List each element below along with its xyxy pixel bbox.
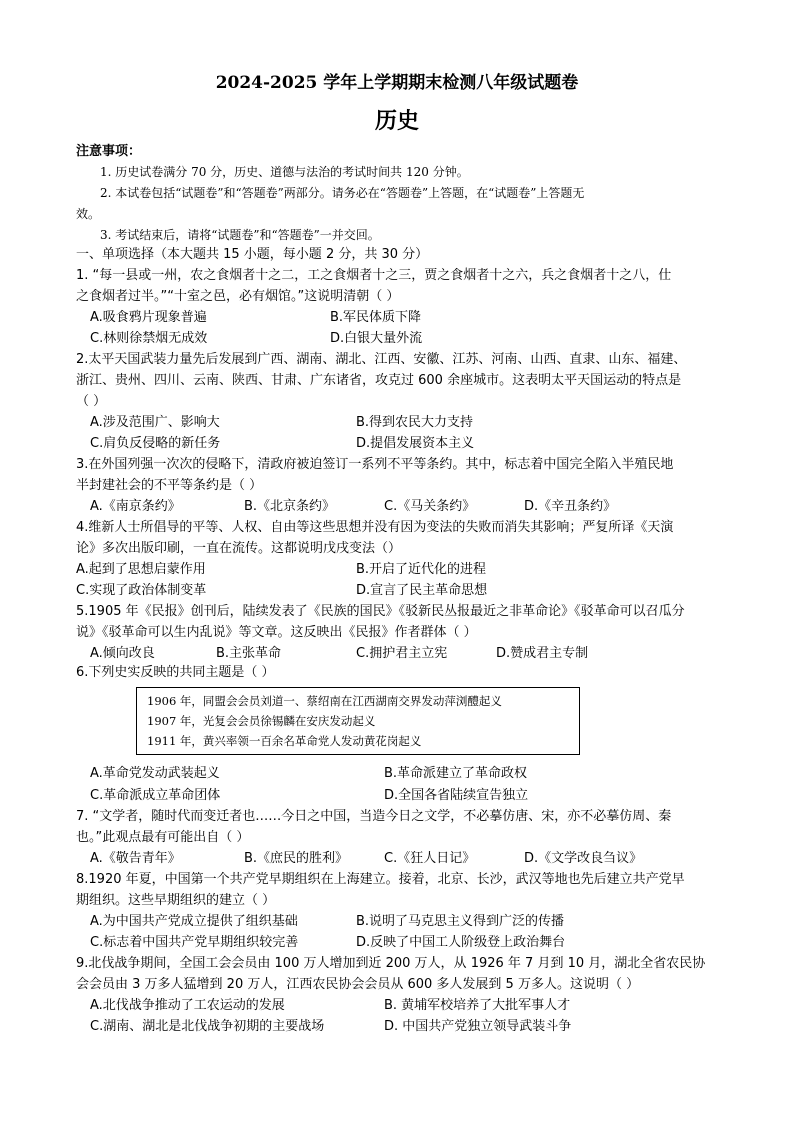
note-item: 3. 考试结束后，请将“试题卷”和“答题卷”一并交回。 [100,228,380,242]
q6-option-c[interactable]: C.革命派成立革命团体 [90,788,221,803]
question-8-line: 8.1920 年夏，中国第一个共产党早期组织在上海建立。接着，北京、长沙，武汉等地也先后建立共产党早 [76,872,685,887]
q4-option-b[interactable]: B.开启了近代化的进程 [356,562,487,577]
q2-option-c[interactable]: C.肩负反侵略的新任务 [90,436,221,451]
q6-material-box [136,687,580,755]
q6-material-line: 1907 年，光复会会员徐锡麟在安庆发动起义 [147,714,376,728]
q6-material-line: 1906 年，同盟会会员刘道一、蔡绍南在江西湖南交界发动萍浏醴起义 [147,694,502,708]
question-7-line: 也。”此观点最有可能出自（ ） [76,830,250,845]
question-2-line: 2.太平天国武装力量先后发展到广西、湖南、湖北、江西、安徽、江苏、河南、山西、直隶、山东、福建、 [76,352,687,367]
question-2-line: 浙江、贵州、四川、云南、陕西、甘肃、广东诸省，攻克过 600 余座城市。这表明太平天国运动的特点是 [76,373,682,388]
q2-option-a[interactable]: A.涉及范围广、影响大 [90,415,220,430]
q1-option-c[interactable]: C.林则徐禁烟无成效 [90,331,208,346]
question-5-line: 5.1905 年《民报》创刊后，陆续发表了《民族的国民》《驳新民丛报最近之非革命论》《驳革命可以召瓜分 [76,604,685,619]
q5-option-d[interactable]: D.赞成君主专制 [496,646,589,661]
question-1-line: 1. “每一县或一州，农之食烟者十之二，工之食烟者十之三，贾之食烟者十之六，兵之食烟者十之八，仕 [76,268,672,283]
note-item: 1. 历史试卷满分 70 分，历史、道德与法治的考试时间共 120 分钟。 [100,165,469,179]
q9-option-d[interactable]: D. 中国共产党独立领导武装斗争 [384,1019,572,1034]
question-6-line: 6.下列史实反映的共同主题是（ ） [76,665,275,680]
q3-option-a[interactable]: A.《南京条约》 [90,499,181,514]
q3-option-c[interactable]: C.《马关条约》 [384,499,476,514]
subject-title: 历史 [374,109,419,134]
q9-option-c[interactable]: C.湖南、湖北是北伐战争初期的主要战场 [90,1019,325,1034]
q9-option-a[interactable]: A.北伐战争推动了工农运动的发展 [90,998,285,1013]
q6-option-a[interactable]: A.革命党发动武装起义 [90,766,220,781]
question-3-line: 3.在外国列强一次次的侵略下，清政府被迫签订一系列不平等条约。其中，标志着中国完全陷入半殖民地 [76,457,674,472]
section-heading: 一、单项选择（本大题共 15 小题，每小题 2 分，共 30 分） [76,247,429,262]
q5-option-b[interactable]: B.主张革命 [216,646,282,661]
q9-option-b[interactable]: B. 黄埔军校培养了大批军事人才 [384,998,571,1013]
q8-option-a[interactable]: A.为中国共产党成立提供了组织基础 [90,914,298,929]
q5-option-c[interactable]: C.拥护君主立宪 [356,646,448,661]
q6-option-b[interactable]: B.革命派建立了革命政权 [384,766,528,781]
q1-option-d[interactable]: D.白银大量外流 [330,331,423,346]
question-4-line: 4.维新人士所倡导的平等、人权、自由等这些思想并没有因为变法的失败而消失其影响；严复所译《天演 [76,520,674,535]
q5-option-a[interactable]: A.倾向改良 [90,646,155,661]
q4-option-c[interactable]: C.实现了政治体制变革 [76,583,207,598]
q4-option-a[interactable]: A.起到了思想启蒙作用 [76,562,206,577]
q3-option-d[interactable]: D.《辛丑条约》 [524,499,617,514]
question-7-line: 7. “文学者，随时代而变迁者也……今日之中国，当造今日之文学，不必摹仿唐、宋，亦不必摹仿周、秦 [76,809,672,824]
question-3-line: 半封建社会的不平等条约是（ ） [76,478,263,493]
q3-option-b[interactable]: B.《北京条约》 [244,499,336,514]
question-1-line: 之食烟者过半。”“十室之邑，必有烟馆。”这说明清朝（ ） [76,289,400,304]
q7-option-c[interactable]: C.《狂人日记》 [384,851,476,866]
note-item: 2. 本试卷包括“试题卷”和“答题卷”两部分。请务必在“答题卷”上答题，在“试题卷”上答题无 [100,186,585,200]
q4-option-d[interactable]: D.宣言了民主革命思想 [356,583,488,598]
question-4-line: 论》多次出版印刷，一直在流传。这都说明戊戌变法（） [76,541,402,556]
q8-option-b[interactable]: B.说明了马克思主义得到广泛的传播 [356,914,565,929]
question-5-line: 说》《驳革命可以生内乱说》等文章。这反映出《民报》作者群体（ ） [76,625,477,640]
q8-option-c[interactable]: C.标志着中国共产党早期组织较完善 [90,935,299,950]
q7-option-b[interactable]: B.《庶民的胜利》 [244,851,349,866]
q7-option-a[interactable]: A.《敬告青年》 [90,851,181,866]
q1-option-a[interactable]: A.吸食鸦片现象普遍 [90,310,207,325]
q7-option-d[interactable]: D.《文学改良刍议》 [524,851,643,866]
question-9-line: 9.北伐战争期间，全国工会会员由 100 万人增加到近 200 万人，从 1926 年 7 月到 10 月，湖北全省农民协 [76,956,706,971]
exam-title: 2024-2025 学年上学期期末检测八年级试题卷 [215,73,579,93]
q6-option-d[interactable]: D.全国各省陆续宣告独立 [384,788,529,803]
q8-option-d[interactable]: D.反映了中国工人阶级登上政治舞台 [356,935,566,950]
question-2-line: （ ） [76,394,107,409]
note-item: 效。 [76,207,101,221]
q2-option-d[interactable]: D.提倡发展资本主义 [356,436,475,451]
q1-option-b[interactable]: B.军民体质下降 [330,310,422,325]
q2-option-b[interactable]: B.得到农民大力支持 [356,415,474,430]
notes-heading: 注意事项： [76,144,142,159]
q6-material-line: 1911 年，黄兴率领一百余名革命党人发动黄花岗起义 [147,734,422,748]
question-8-line: 期组织。这些早期组织的建立（ ） [76,893,276,908]
question-9-line: 会会员由 3 万多人猛增到 20 万人，江西农民协会会员从 600 多人发展到 5 万多人。这说明（ ） [76,977,640,992]
